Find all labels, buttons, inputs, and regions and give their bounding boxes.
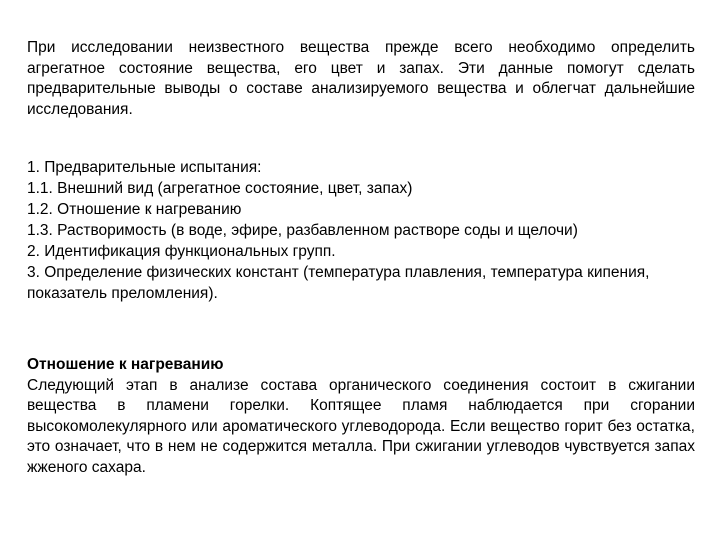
- list-item-number: 3.: [27, 264, 40, 281]
- list-item: [27, 178, 695, 199]
- list-item-number: 1.3.: [27, 222, 53, 239]
- intro-paragraph: При исследовании неизвестного вещества прежде всего необходимо определить агрегатное состояние вещества, его цвет и запах. Эти данные помогут сделать предварительные выводы о составе анализируемого вещества и облегчат дальнейшие исследования.: [27, 39, 695, 118]
- list-item: [27, 262, 695, 304]
- list-item-number: 2.: [27, 243, 40, 260]
- list-item-number: 1.: [27, 159, 40, 176]
- list-item: [27, 157, 695, 178]
- list-item-text: Предварительные испытания:: [39, 159, 262, 176]
- section-heading: Отношение к нагреванию: [27, 356, 224, 373]
- heating-section: [27, 355, 695, 478]
- list-item-number: 1.1.: [27, 180, 53, 197]
- list-item-number: 1.2.: [27, 201, 53, 218]
- list-item-text: Внешний вид (агрегатное состояние, цвет, запах): [52, 180, 413, 197]
- list-item-text: Растворимость (в воде, эфире, разбавленном растворе соды и щелочи): [52, 222, 578, 239]
- list-item: [27, 220, 695, 241]
- list-item-text: Отношение к нагреванию: [52, 201, 242, 218]
- list-item: [27, 241, 695, 262]
- list-item-text: Определение физических констант (температура плавления, температура кипения, показатель преломления).: [27, 264, 650, 302]
- list-item: [27, 199, 695, 220]
- procedure-list: [27, 157, 695, 304]
- section-body: Следующий этап в анализе состава органического соединения состоит в сжигании вещества в пламени горелки. Коптящее пламя наблюдается при сгорании высокомолекулярного или ароматического углеводорода. Если вещество горит без остатка, это означает, что в нем не содержится металла. При сжигании углеводов чувствуется запах жженого сахара.: [27, 376, 695, 476]
- list-item-text: Идентификация функциональных групп.: [39, 243, 336, 260]
